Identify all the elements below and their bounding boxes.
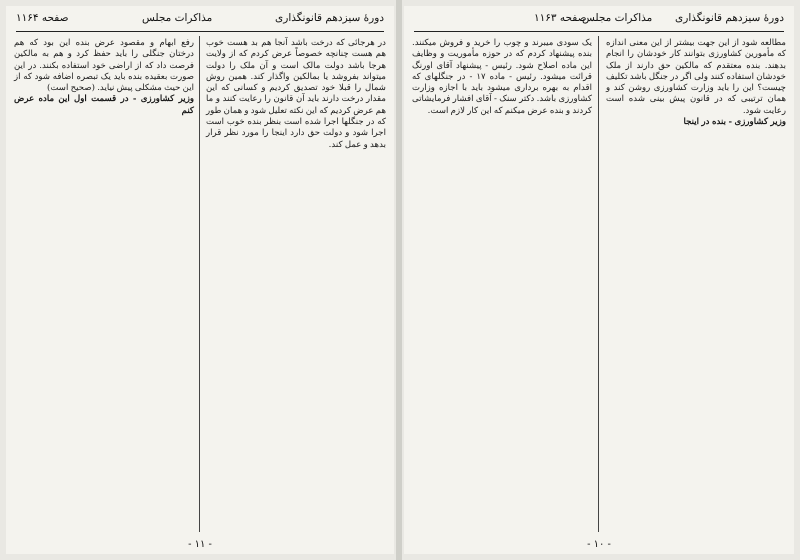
right-page-column-right-text: [606, 38, 786, 532]
right-header-rule: [414, 31, 784, 32]
right-page-column-right: [606, 38, 786, 532]
left-page: [6, 6, 394, 554]
left-page-number: صفحه ۱۱۶۴: [16, 12, 69, 24]
right-page-header: [414, 10, 784, 32]
left-page-title: مذاکرات مجلس: [142, 12, 213, 24]
left-page-column-left-body: رفع ابهام و مقصود عرض بنده این بود که هم درختان جنگلی را باید حفظ کرد و هم به مالکین فرصت داد که از اراضی خود استفاده بکنند. در این صورت بعقیده بنده باید یک تبصره اضافه شود که از این حیث مشکلی پیش نیاید. (صحیح است): [14, 38, 194, 94]
left-page-column-left: [14, 38, 194, 532]
right-page-column-left: [412, 38, 592, 532]
right-page-column-left-text: یک سودی میبرند و چوب را خرید و فروش میکنند. بنده پیشنهاد کردم که در حوزه مأموریت و وظایف این ماده اصلاح شود. رئیس - پیشنهاد آقای اورنگ قرائت میشود. رئیس - ماده ۱۷ - در جنگلهای که اقدام به بهره برداری میشود باید با اجازه وزارت کشاورزی باشد. دکتر سنک - آقای افشار فرمایشاتی کردند و بنده عرض میکنم که این کار لازم است.: [412, 38, 592, 116]
left-page-header: [16, 10, 384, 32]
left-page-column-divider: [199, 36, 200, 532]
left-page-column-left-text: [14, 38, 194, 532]
left-page-footer: - ۱۱ -: [188, 539, 212, 550]
left-page-column-right-text: در هرجائی که درخت باشد آنجا هم بد هست خوب هم هست چنانچه خصوصاً عرض کردم که از ولایت هرجا باشد دولت مالک است و آن ملک را دولت میتواند بفروشد یا بمالکین واگذار کند. همین روش شمال را قبلا خود تصدیق کردیم و کسانی که این مقدار درخت دارند باید آن قانون را رعایت کنند و ما هم عرض کردیم که این نکته تعلیل شود و همان طور که در جنگلها اجرا شده است بنظر بنده خوب است اجرا شود و دولت حق دارد اینجا را مورد نظر قرار بدهد و عمل کند.: [206, 38, 386, 150]
right-page-title: مذاکرات مجلس: [582, 12, 653, 24]
right-page-footer: - ۱۰ -: [587, 539, 611, 550]
right-page-speaker-line: وزیر کشاورزی - بنده در اینجا: [683, 117, 786, 128]
book-gutter: [396, 0, 402, 560]
right-page-column-divider: [598, 36, 599, 532]
right-page-column-right-body: مطالعه شود از این جهت بیشتر از این معنی اندازه که مأمورین کشاورزی بتوانند کار خودشان را انجام بدهند. بنده معتقدم که مالکین حق دارند از ملک خودشان استفاده کنند ولی اگر در جنگل باشد تکلیف چیست؟ این را باید وزارت کشاورزی روشن کند و همان ترتیبی که در قانون پیش بینی شده است رعایت شود.: [606, 38, 786, 116]
left-header-rule: [16, 31, 384, 32]
right-page-session: دورهٔ سیزدهم قانونگذاری: [675, 12, 784, 24]
left-page-speaker-line: وزیر کشاورزی - در قسمت اول این ماده عرض کنم: [14, 94, 194, 116]
left-page-column-right: [206, 38, 386, 532]
right-page: [404, 6, 794, 554]
left-page-session: دورهٔ سیزدهم قانونگذاری: [275, 12, 384, 24]
right-page-number: صفحه ۱۱۶۳: [534, 12, 587, 24]
